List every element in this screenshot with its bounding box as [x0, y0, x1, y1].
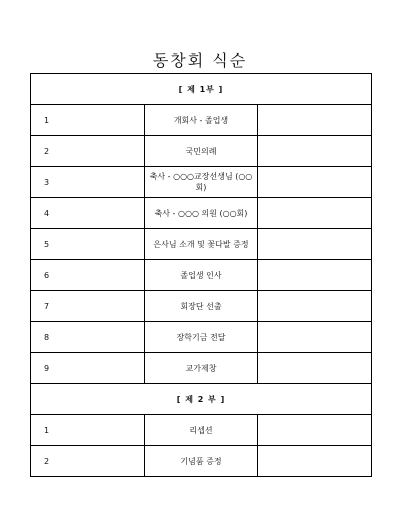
- row-note: [258, 105, 372, 136]
- row-item: 졸업생 인사: [144, 260, 258, 291]
- row-number: 1: [31, 105, 145, 136]
- row-number: 2: [31, 136, 145, 167]
- section-heading: [ 제 2 부 ]: [31, 384, 372, 415]
- row-note: [258, 198, 372, 229]
- row-item: 회장단 선출: [144, 291, 258, 322]
- table-row: [31, 415, 372, 446]
- table-row: [31, 167, 372, 198]
- row-note: [258, 446, 372, 477]
- row-item: 개회사 - 졸업생: [144, 105, 258, 136]
- section-header-part2: [31, 384, 372, 415]
- row-note: [258, 415, 372, 446]
- table-row: [31, 322, 372, 353]
- row-item: 리셉션: [144, 415, 258, 446]
- row-item: 기념품 증정: [144, 446, 258, 477]
- row-number: 7: [31, 291, 145, 322]
- table-row: [31, 105, 372, 136]
- page-title: 동창회 식순: [152, 51, 248, 70]
- table-row: [31, 198, 372, 229]
- table-row: [31, 291, 372, 322]
- row-note: [258, 167, 372, 198]
- section-header-part1: [31, 74, 372, 105]
- row-number: 8: [31, 322, 145, 353]
- table-row: [31, 353, 372, 384]
- row-number: 2: [31, 446, 145, 477]
- row-item: 장학기금 전달: [144, 322, 258, 353]
- row-note: [258, 353, 372, 384]
- row-note: [258, 136, 372, 167]
- table-row: [31, 446, 372, 477]
- program-table: [30, 73, 372, 477]
- row-number: 3: [31, 167, 145, 198]
- table-row: [31, 229, 372, 260]
- table-row: [31, 136, 372, 167]
- row-number: 6: [31, 260, 145, 291]
- row-item: 국민의례: [144, 136, 258, 167]
- row-item: 축사 - ○○○ 의원 (○○회): [144, 198, 258, 229]
- table-row: [31, 260, 372, 291]
- row-note: [258, 229, 372, 260]
- row-number: 9: [31, 353, 145, 384]
- row-item: 축사 - ○○○교장선생님 (○○회): [144, 167, 258, 198]
- row-note: [258, 291, 372, 322]
- row-number: 1: [31, 415, 145, 446]
- row-item: 교가제창: [144, 353, 258, 384]
- row-note: [258, 260, 372, 291]
- section-heading: [ 제 1부 ]: [31, 74, 372, 105]
- row-item: 은사님 소개 및 꽃다발 증정: [144, 229, 258, 260]
- row-number: 5: [31, 229, 145, 260]
- row-note: [258, 322, 372, 353]
- row-number: 4: [31, 198, 145, 229]
